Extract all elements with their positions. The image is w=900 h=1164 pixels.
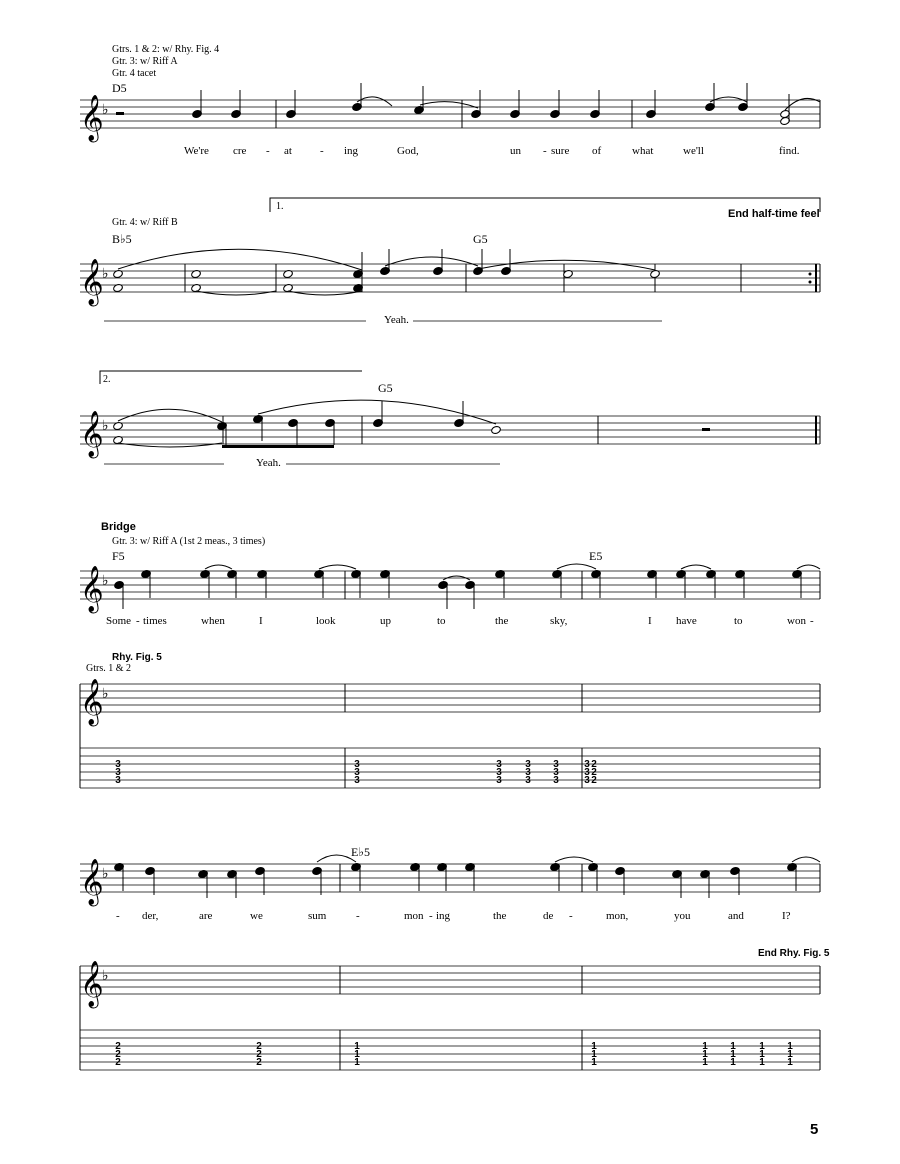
tab-number: 1 xyxy=(591,1049,597,1060)
lyric-syllable: I xyxy=(648,615,652,627)
treble-clef-icon: 𝄞 xyxy=(80,859,104,905)
tab-number: 3 xyxy=(525,767,531,778)
slur xyxy=(792,857,820,862)
tab-number: 1 xyxy=(730,1049,736,1060)
beam xyxy=(222,445,334,448)
chord-g5: G5 xyxy=(473,232,488,246)
lyric-hyphen: - xyxy=(320,145,324,157)
flat-key-signature: ♭ xyxy=(102,968,109,984)
lyric-syllable: sure xyxy=(551,145,570,157)
tab-number: 1 xyxy=(591,1041,597,1052)
tab-number: 1 xyxy=(702,1041,708,1052)
tab-number: 1 xyxy=(759,1049,765,1060)
repeat-dot xyxy=(809,273,812,276)
tab-number: 1 xyxy=(702,1049,708,1060)
tab-number: 1 xyxy=(787,1041,793,1052)
flat-key-signature: ♭ xyxy=(102,866,109,882)
tab-number: 2 xyxy=(115,1049,121,1060)
tab-number: 1 xyxy=(730,1057,736,1068)
flat-key-signature: ♭ xyxy=(102,686,109,702)
tab-number: 1 xyxy=(354,1049,360,1060)
treble-clef-icon: 𝄞 xyxy=(80,679,104,725)
tab-number: 3 xyxy=(354,767,360,778)
slur xyxy=(205,565,232,569)
chord-f5: F5 xyxy=(112,549,125,563)
tab-number: 1 xyxy=(787,1049,793,1060)
chord-eb5: E♭5 xyxy=(351,845,370,859)
treble-clef-icon: 𝄞 xyxy=(80,961,104,1007)
slur xyxy=(797,565,820,569)
tab-number: 2 xyxy=(591,775,597,786)
note-head xyxy=(491,425,502,434)
slur xyxy=(385,257,478,266)
lyric-hyphen: - xyxy=(429,910,433,922)
tab-number: 3 xyxy=(553,767,559,778)
ending-1-label: 1. xyxy=(276,201,284,212)
lyric-syllable: up xyxy=(380,615,391,627)
lyric-syllable: der, xyxy=(142,910,159,922)
tab-number: 3 xyxy=(496,759,502,770)
flat-key-signature: ♭ xyxy=(102,266,109,282)
tab-number: 3 xyxy=(584,759,590,770)
lyric-syllable: sum xyxy=(308,910,327,922)
lyric-syllable: ing xyxy=(436,910,451,922)
treble-clef-icon: 𝄞 xyxy=(80,411,104,457)
flat-key-signature: ♭ xyxy=(102,573,109,589)
lyric-syllable: cre xyxy=(233,145,247,157)
slur xyxy=(555,857,593,862)
lyric-syllable: are xyxy=(199,910,213,922)
chord-g5: G5 xyxy=(378,381,393,395)
tab-number: 2 xyxy=(256,1041,262,1052)
tab-number: 3 xyxy=(584,767,590,778)
lyric-syllable: to xyxy=(734,615,743,627)
end-rhy-fig-5-label: End Rhy. Fig. 5 xyxy=(758,948,830,959)
lyric-syllable: of xyxy=(592,145,602,157)
direction-gtr-3-riff-a: Gtr. 3: w/ Riff A (1st 2 meas., 3 times) xyxy=(112,536,266,547)
page-number: 5 xyxy=(810,1121,819,1138)
lyric-hyphen: - xyxy=(136,615,140,627)
tab-number: 2 xyxy=(256,1057,262,1068)
slur xyxy=(319,565,356,569)
treble-clef-icon: 𝄞 xyxy=(80,95,104,141)
lyric-syllable: times xyxy=(143,615,167,627)
lyric-syllable: find. xyxy=(779,145,800,157)
tab-number: 1 xyxy=(702,1057,708,1068)
direction-gtr-3: Gtr. 3: w/ Riff A xyxy=(112,56,178,67)
section-label-bridge: Bridge xyxy=(101,521,136,533)
ending-2-bracket xyxy=(100,371,362,384)
tab-number: 3 xyxy=(584,775,590,786)
tab-number: 2 xyxy=(256,1049,262,1060)
lyric-syllable: you xyxy=(674,910,691,922)
lyric-syllable: mon xyxy=(404,910,424,922)
tab-number: 3 xyxy=(525,775,531,786)
ending-text: End half-time feel xyxy=(728,208,820,220)
repeat-dot xyxy=(809,281,812,284)
flat-key-signature: ♭ xyxy=(102,102,109,118)
chord-d5: D5 xyxy=(112,81,127,95)
lyric-syllable: I? xyxy=(782,910,791,922)
lyric-syllable: Some xyxy=(106,615,132,627)
lyric-hyphen: - xyxy=(810,615,814,627)
notes xyxy=(104,83,820,898)
lyric-syllable: de xyxy=(543,910,554,922)
guitars-label: Gtrs. 1 & 2 xyxy=(86,663,131,674)
tab-number: 3 xyxy=(115,767,121,778)
lyric-syllable: have xyxy=(676,615,697,627)
tab-number: 2 xyxy=(115,1057,121,1068)
lyric-syllable: mon, xyxy=(606,910,629,922)
lyric-syllable: Yeah. xyxy=(256,457,281,469)
lyric-syllable: what xyxy=(632,145,654,157)
lyric-syllable: when xyxy=(201,615,225,627)
lyric-syllable: look xyxy=(316,615,336,627)
tab-number: 3 xyxy=(553,759,559,770)
lyric-syllable: un xyxy=(510,145,521,157)
slur xyxy=(681,565,711,569)
tab-number: 3 xyxy=(496,775,502,786)
lyric-syllable: to xyxy=(437,615,446,627)
direction-gtr-4: Gtr. 4 tacet xyxy=(112,68,157,79)
tab-number: 1 xyxy=(787,1057,793,1068)
flat-key-signature: ♭ xyxy=(102,418,109,434)
half-rest xyxy=(116,112,124,115)
whole-rest xyxy=(702,428,710,431)
lyric-hyphen: - xyxy=(543,145,547,157)
tab-number: 1 xyxy=(354,1041,360,1052)
rhy-fig-5-label: Rhy. Fig. 5 xyxy=(112,652,162,663)
tab-number: 3 xyxy=(354,759,360,770)
tab-number: 3 xyxy=(354,775,360,786)
tab-number: 3 xyxy=(553,775,559,786)
tab-number: 1 xyxy=(759,1057,765,1068)
ending-2-label: 2. xyxy=(103,374,111,385)
tab-number: 2 xyxy=(591,767,597,778)
lyric-hyphen: - xyxy=(569,910,573,922)
tab-number: 2 xyxy=(591,759,597,770)
direction-gtr-4-riff-b: Gtr. 4: w/ Riff B xyxy=(112,217,178,228)
lyric-syllable: and xyxy=(728,910,744,922)
lyric-syllable: won xyxy=(787,615,806,627)
tab-number: 3 xyxy=(525,759,531,770)
lyric-syllable: God, xyxy=(397,145,419,157)
lyric-syllable: the xyxy=(493,910,507,922)
chord-bb5: B♭5 xyxy=(112,232,132,246)
lyric-syllable: at xyxy=(284,145,292,157)
lyric-syllable: we'll xyxy=(683,145,704,157)
lyric-syllable: I xyxy=(259,615,263,627)
tab-number: 1 xyxy=(591,1057,597,1068)
slur xyxy=(710,97,747,102)
staff-lines xyxy=(80,95,820,1070)
lyric-syllable: Yeah. xyxy=(384,314,409,326)
slur xyxy=(557,564,596,569)
treble-clef-icon: 𝄞 xyxy=(80,566,104,612)
lyric-hyphen: - xyxy=(116,910,120,922)
tab-number: 2 xyxy=(115,1041,121,1052)
tab-numbers xyxy=(115,759,793,1068)
treble-clef-icon: 𝄞 xyxy=(80,259,104,305)
lyric-syllable: We're xyxy=(184,145,209,157)
tab-number: 1 xyxy=(730,1041,736,1052)
slur xyxy=(357,97,392,106)
lyric-syllable: ing xyxy=(344,145,359,157)
tab-number: 1 xyxy=(759,1041,765,1052)
chord-e5: E5 xyxy=(589,549,603,563)
lyric-syllable: the xyxy=(495,615,509,627)
tab-number: 3 xyxy=(115,775,121,786)
slur xyxy=(118,249,362,270)
lyric-hyphen: - xyxy=(356,910,360,922)
lyric-hyphen: - xyxy=(266,145,270,157)
tab-number: 3 xyxy=(496,767,502,778)
tab-number: 1 xyxy=(354,1057,360,1068)
direction-gtrs-1-2: Gtrs. 1 & 2: w/ Rhy. Fig. 4 xyxy=(112,44,220,55)
lyric-syllable: we xyxy=(250,910,263,922)
tab-number: 3 xyxy=(115,759,121,770)
lyric-syllable: sky, xyxy=(550,615,568,627)
